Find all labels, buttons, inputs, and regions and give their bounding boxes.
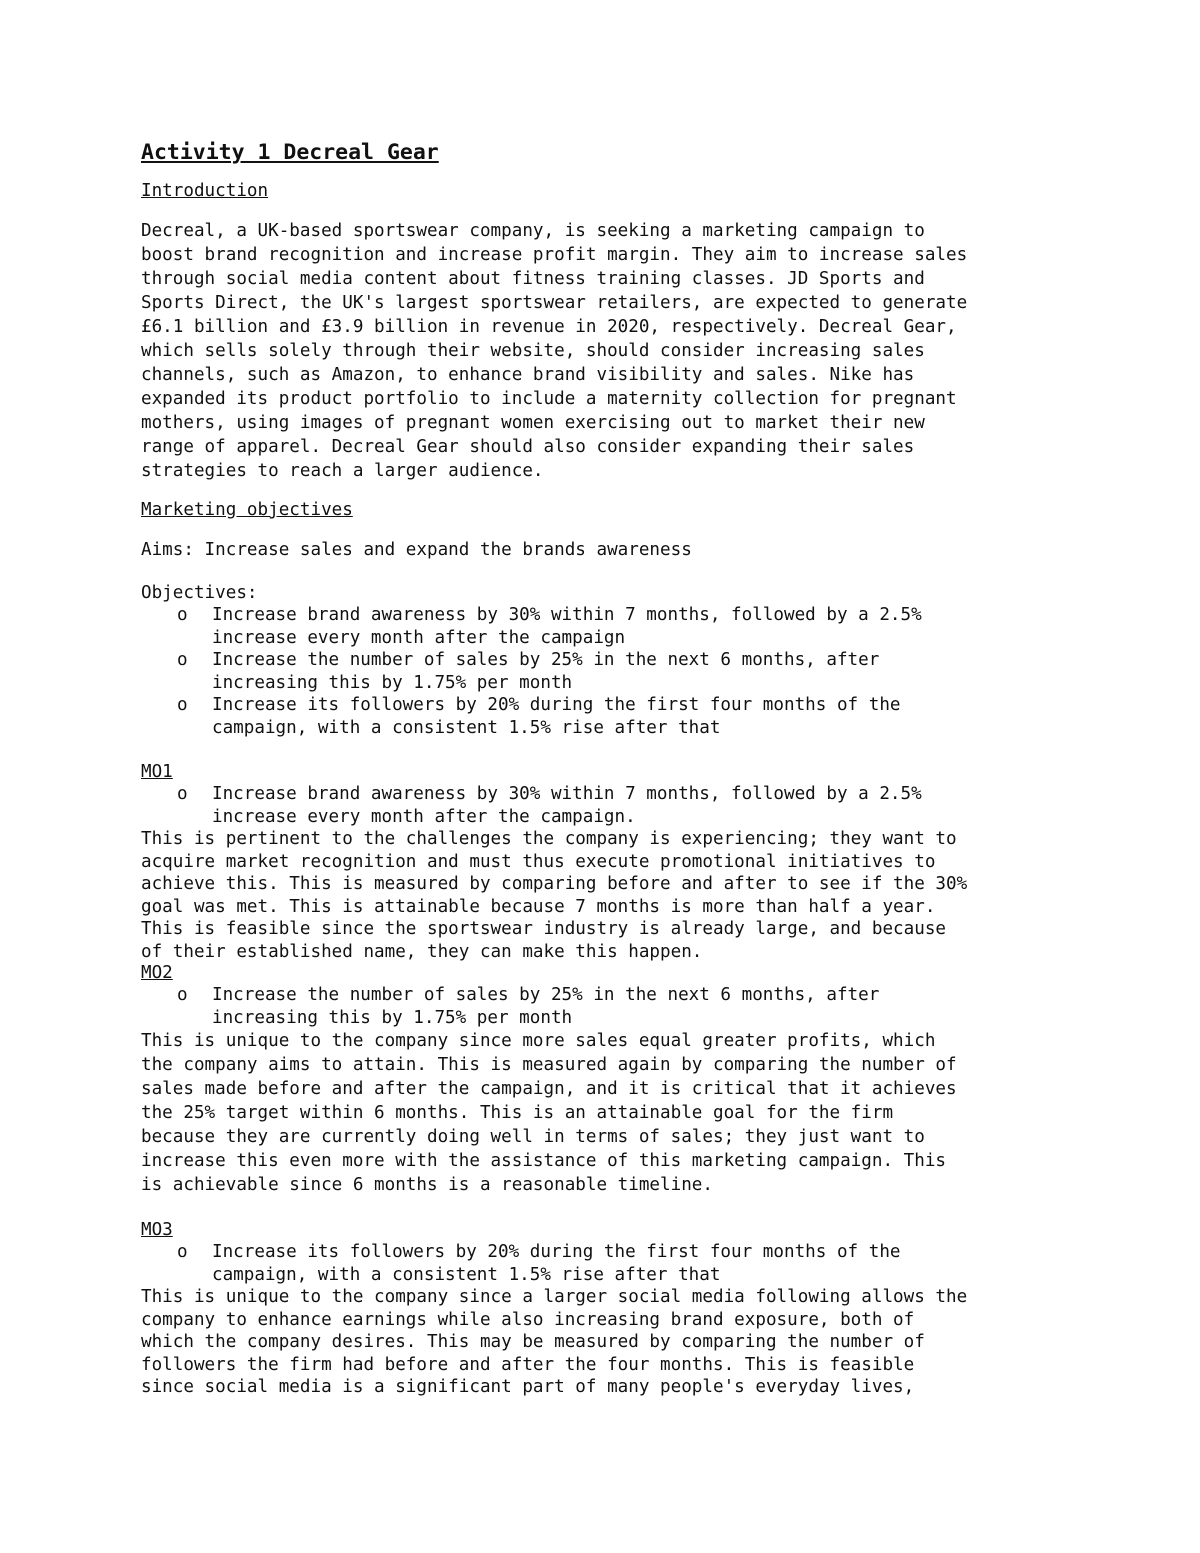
mo2-list: [141, 984, 1071, 1029]
bullet-marker: o: [177, 695, 188, 715]
paragraph-line: Decreal, a UK-based sportswear company, is seeking a marketing campaign to: [141, 221, 925, 241]
bullet-marker: o: [177, 1242, 188, 1262]
aims-line: Aims: Increase sales and expand the brands awareness: [141, 540, 692, 560]
paragraph-line: is achievable since 6 months is a reasonable timeline.: [141, 1175, 713, 1195]
paragraph-line: £6.1 billion and £3.9 billion in revenue in 2020, respectively. Decreal Gear,: [141, 317, 957, 337]
mo1-heading: MO1: [141, 762, 173, 782]
spacer: [141, 739, 1071, 762]
bullet-line: increase every month after the campaign: [212, 627, 626, 648]
bullet-line: Increase its followers by 20% during the first four months of the: [212, 695, 901, 715]
mo2-paragraph: [141, 1029, 1071, 1197]
spacer: [141, 483, 1071, 499]
mo1-list: [141, 783, 1071, 828]
paragraph-line: acquire market recognition and must thus execute promotional initiatives to: [141, 851, 936, 872]
mo1-paragraph: [141, 828, 1071, 963]
bullet-line: campaign, with a consistent 1.5% rise after that: [212, 717, 721, 738]
paragraph-line: because they are currently doing well in terms of sales; they just want to: [141, 1127, 925, 1147]
paragraph-line: expanded its product portfolio to include a maternity collection for pregnant: [141, 389, 957, 409]
document-page: [141, 138, 1071, 1399]
paragraph-line: the 25% target within 6 months. This is an attainable goal for the firm: [141, 1103, 894, 1123]
bullet-line: increasing this by 1.75% per month: [212, 672, 573, 693]
bullet-line: campaign, with a consistent 1.5% rise after that: [212, 1264, 721, 1285]
paragraph-line: of their established name, they can make this happen.: [141, 941, 703, 962]
bullet-marker: o: [177, 605, 188, 625]
paragraph-line: increase this even more with the assistance of this marketing campaign. This: [141, 1151, 947, 1171]
paragraph-line: boost brand recognition and increase profit margin. They aim to increase sales: [141, 245, 968, 265]
paragraph-line: channels, such as Amazon, to enhance brand visibility and sales. Nike has: [141, 365, 915, 385]
introduction-heading: Introduction: [141, 181, 269, 201]
mo3-paragraph: [141, 1286, 1071, 1399]
paragraph-line: goal was met. This is attainable because 7 months is more than half a year.: [141, 896, 936, 917]
document-title: Activity 1 Decreal Gear: [141, 140, 439, 165]
list-item: [141, 984, 1071, 1029]
paragraph-line: since social media is a significant part of many people's everyday lives,: [141, 1377, 915, 1397]
paragraph-line: This is feasible since the sportswear industry is already large, and because: [141, 919, 947, 939]
spacer: [141, 522, 1071, 538]
list-item: [141, 783, 1071, 828]
paragraph-line: achieve this. This is measured by comparing before and after to see if the 30%: [141, 874, 968, 894]
list-item: [141, 694, 1071, 739]
paragraph-line: mothers, using images of pregnant women exercising out to market their new: [141, 413, 925, 433]
paragraph-line: This is unique to the company since a larger social media following allows the: [141, 1287, 968, 1307]
paragraph-line: which the company desires. This may be measured by comparing the number of: [141, 1332, 925, 1352]
paragraph-line: sales made before and after the campaign, and it is critical that it achieves: [141, 1079, 957, 1099]
paragraph-line: Sports Direct, the UK's largest sportswear retailers, are expected to generate: [141, 293, 968, 313]
bullet-line: Increase the number of sales by 25% in the next 6 months, after: [212, 985, 880, 1005]
mo3-list: [141, 1241, 1071, 1286]
paragraph-line: company to enhance earnings while also increasing brand exposure, both of: [141, 1309, 915, 1330]
list-item: [141, 604, 1071, 649]
mo3-heading: MO3: [141, 1220, 173, 1240]
introduction-paragraph: [141, 219, 1071, 483]
spacer: [141, 1197, 1071, 1220]
bullet-line: Increase brand awareness by 30% within 7 months, followed by a 2.5%: [212, 605, 922, 625]
objectives-list: [141, 604, 1071, 739]
objectives-label: Objectives:: [141, 583, 258, 603]
list-item: [141, 1241, 1071, 1286]
bullet-marker: o: [177, 784, 188, 804]
paragraph-line: strategies to reach a larger audience.: [141, 461, 544, 481]
bullet-line: Increase brand awareness by 30% within 7 months, followed by a 2.5%: [212, 784, 922, 804]
bullet-line: Increase the number of sales by 25% in the next 6 months, after: [212, 650, 880, 670]
spacer: [141, 203, 1071, 219]
paragraph-line: the company aims to attain. This is measured again by comparing the number of: [141, 1055, 957, 1075]
bullet-line: Increase its followers by 20% during the first four months of the: [212, 1242, 901, 1262]
bullet-marker: o: [177, 985, 188, 1005]
paragraph-line: which sells solely through their website, should consider increasing sales: [141, 341, 925, 361]
marketing-objectives-heading: Marketing objectives: [141, 500, 353, 520]
bullet-marker: o: [177, 650, 188, 670]
paragraph-line: followers the firm had before and after the four months. This is feasible: [141, 1354, 915, 1375]
paragraph-line: This is pertinent to the challenges the company is experiencing; they want to: [141, 829, 957, 849]
mo2-heading: MO2: [141, 963, 173, 983]
bullet-line: increase every month after the campaign.: [212, 806, 636, 827]
paragraph-line: through social media content about fitness training classes. JD Sports and: [141, 269, 925, 289]
paragraph-line: range of apparel. Decreal Gear should also consider expanding their sales: [141, 437, 915, 457]
spacer: [141, 562, 1071, 582]
list-item: [141, 649, 1071, 694]
bullet-line: increasing this by 1.75% per month: [212, 1007, 573, 1028]
paragraph-line: This is unique to the company since more sales equal greater profits, which: [141, 1031, 936, 1051]
